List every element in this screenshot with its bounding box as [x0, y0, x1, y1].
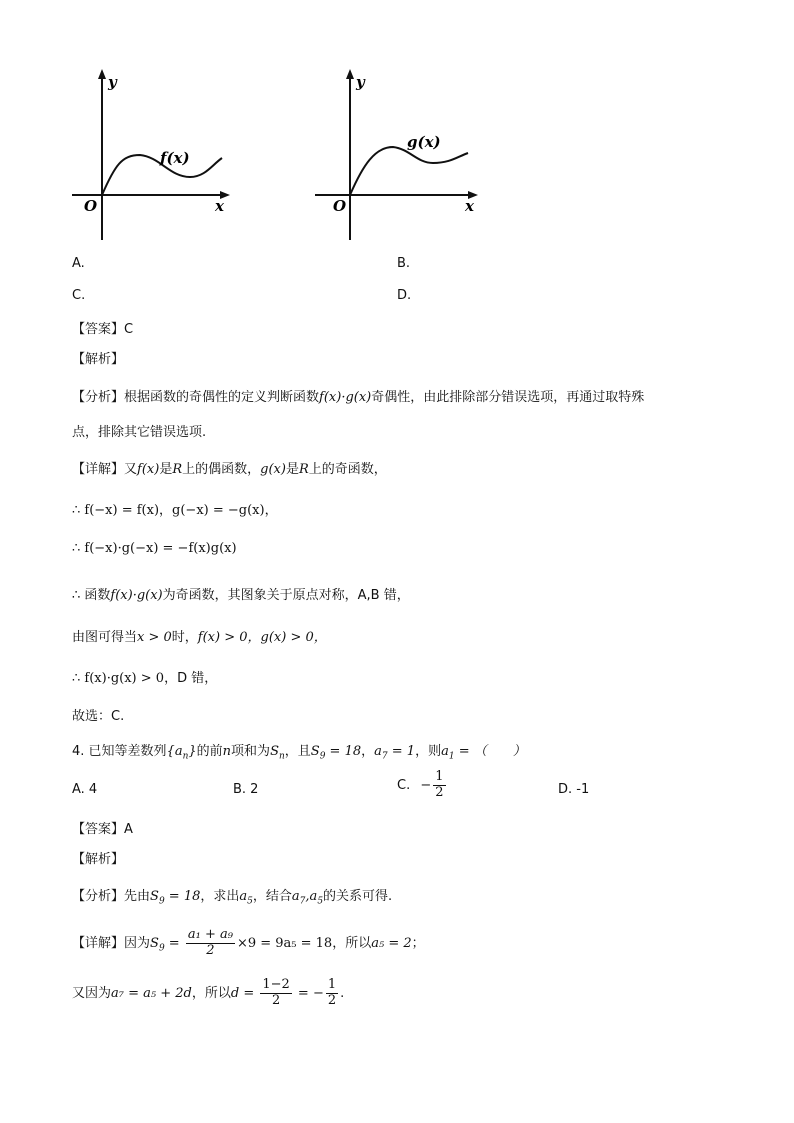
text: ，所以	[332, 935, 372, 951]
math	[291, 889, 324, 907]
y-arrow	[98, 69, 106, 79]
math: =	[164, 935, 184, 951]
text: ，结合	[252, 889, 292, 904]
math	[310, 744, 362, 762]
func-label: f(x)	[160, 149, 190, 167]
math: a	[309, 889, 318, 904]
sub: 7	[381, 751, 388, 762]
q4-option-b: B. 2	[233, 782, 259, 797]
math: f(x) > 0，g(x) > 0，	[197, 630, 327, 645]
q4-answer: 【答案】A	[72, 822, 133, 837]
q4-jiexi: 【解析】	[72, 852, 125, 867]
text: 时，	[171, 630, 198, 645]
math: f(x)·g(x)	[319, 390, 372, 405]
math: S	[150, 935, 159, 951]
y-arrow	[346, 69, 354, 79]
q4-option-a: A. 4	[72, 782, 98, 797]
label: C.	[397, 777, 411, 793]
denominator: 2	[327, 992, 337, 1008]
math: f(x)	[137, 462, 160, 477]
q4-xiangjie	[72, 928, 425, 959]
sub: n	[278, 751, 285, 762]
numerator: a₁ + a₉	[187, 927, 233, 942]
math: {a	[166, 744, 183, 759]
sub: 9	[158, 896, 165, 907]
math: a₅ = 2	[371, 935, 412, 951]
text: 先由	[124, 889, 151, 904]
q3-answer: 【答案】C	[72, 322, 134, 337]
q3-line-d	[72, 626, 327, 645]
denominator: 2	[206, 942, 215, 958]
q3-line-c	[72, 584, 410, 603]
y-label: y	[356, 73, 365, 91]
math: a₇ = a₅ + 2d	[111, 985, 192, 1001]
graph-g	[305, 65, 495, 250]
math: S	[270, 744, 279, 759]
option-d: D.	[397, 288, 412, 303]
text: .	[340, 985, 345, 1001]
q4-fenxi	[72, 885, 392, 907]
text: 的前	[196, 744, 223, 759]
text: ，	[361, 744, 375, 759]
numerator: 1	[435, 769, 444, 784]
fenxi-tag: 【分析】	[72, 390, 125, 405]
math	[239, 889, 253, 907]
sub: n	[182, 751, 189, 762]
numerator: 1−2	[262, 977, 290, 992]
math: }	[188, 744, 197, 759]
math: g(x)	[260, 462, 286, 477]
q4-last	[72, 978, 344, 1009]
fraction	[326, 978, 338, 1009]
q3-line-e	[72, 667, 217, 686]
sub: 9	[158, 943, 165, 954]
text: ，求出	[200, 889, 240, 904]
math	[166, 744, 197, 762]
x-label: x	[215, 197, 224, 215]
text: ，且	[284, 744, 311, 759]
q3-xiangjie	[72, 458, 387, 477]
math: S	[310, 744, 320, 759]
option-b: B.	[397, 256, 411, 271]
text: 根据函数的奇偶性的定义判断函数	[124, 390, 320, 405]
math: = 1	[387, 744, 416, 759]
math	[150, 889, 201, 907]
x-label: x	[465, 197, 474, 215]
math	[150, 935, 165, 954]
math: ,	[305, 889, 310, 904]
text: 项和为	[231, 744, 271, 759]
fraction	[433, 770, 445, 801]
text: ，D 错，	[164, 671, 218, 686]
math	[270, 744, 285, 762]
math: a	[239, 889, 248, 904]
func-label: g(x)	[407, 133, 441, 151]
q4-option-d: D. -1	[558, 782, 590, 797]
math: d =	[230, 985, 259, 1001]
q3-line-a: ∴ f(−x) = f(x)，g(−x) = −g(x)，	[72, 503, 278, 518]
math: = 18	[325, 744, 362, 759]
text: 又	[124, 462, 138, 477]
option-a: A.	[72, 256, 85, 271]
sub: 7	[299, 896, 306, 907]
sign: −	[420, 777, 432, 793]
text: 4. 已知等差数列	[72, 744, 167, 759]
text: 是	[285, 462, 299, 477]
math: a	[374, 744, 382, 759]
text: 又因为	[72, 985, 112, 1001]
q3-jiexi: 【解析】	[72, 352, 125, 367]
text: ，所以	[191, 985, 231, 1001]
numerator: 1	[327, 977, 337, 992]
q3-line-b: ∴ f(−x)·g(−x) = −f(x)g(x)	[72, 541, 237, 556]
q4-option-c	[397, 770, 448, 801]
text: 奇偶性，由此排除部分错误选项，再通过取特殊	[371, 390, 645, 405]
text: 上的偶函数，	[182, 462, 261, 477]
math: = 18	[164, 889, 201, 904]
sub: 1	[448, 751, 455, 762]
math: R	[172, 462, 183, 477]
fraction	[186, 928, 235, 959]
math: x > 0	[137, 630, 172, 645]
text: ∴ 函数	[72, 588, 111, 603]
text: ，则	[415, 744, 442, 759]
text: 上的奇函数，	[308, 462, 387, 477]
text: ；	[411, 935, 425, 951]
math: n	[222, 744, 232, 759]
text: 为奇函数，其图象关于原点对称，A,B 错，	[162, 588, 410, 603]
math	[441, 744, 526, 762]
math: = （ ）	[454, 744, 526, 759]
q3-line-f: 故选：C.	[72, 709, 125, 724]
math: = −	[293, 985, 324, 1001]
math: R	[298, 462, 309, 477]
math: a	[291, 889, 300, 904]
q4-stem	[72, 740, 526, 762]
text: 由图可得当	[72, 630, 138, 645]
y-label: y	[108, 73, 117, 91]
fenxi-tag: 【分析】	[72, 889, 125, 904]
fraction	[260, 978, 291, 1009]
sub: 9	[319, 751, 326, 762]
graph-f	[60, 65, 250, 250]
math: f(x)·g(x)	[110, 588, 163, 603]
math: ×9 = 9a₅ = 18	[236, 935, 333, 951]
denominator: 2	[271, 992, 281, 1008]
math: ∴ f(x)·g(x) > 0	[72, 671, 165, 686]
option-c: C.	[72, 288, 86, 303]
sub: 5	[247, 896, 253, 907]
text: 因为	[124, 935, 151, 951]
xiangjie-tag: 【详解】	[72, 935, 125, 951]
q3-fenxi	[72, 386, 644, 405]
denominator: 2	[435, 784, 444, 800]
xiangjie-tag: 【详解】	[72, 462, 125, 477]
math: a	[441, 744, 449, 759]
origin-label: O	[333, 197, 347, 215]
q3-fenxi-line2: 点，排除其它错误选项.	[72, 425, 207, 440]
origin-label: O	[84, 197, 98, 215]
text: 的关系可得.	[323, 889, 393, 904]
math: S	[150, 889, 159, 904]
g-curve	[350, 147, 468, 195]
sub: 5	[317, 896, 324, 907]
math	[374, 744, 416, 762]
text: 是	[159, 462, 173, 477]
